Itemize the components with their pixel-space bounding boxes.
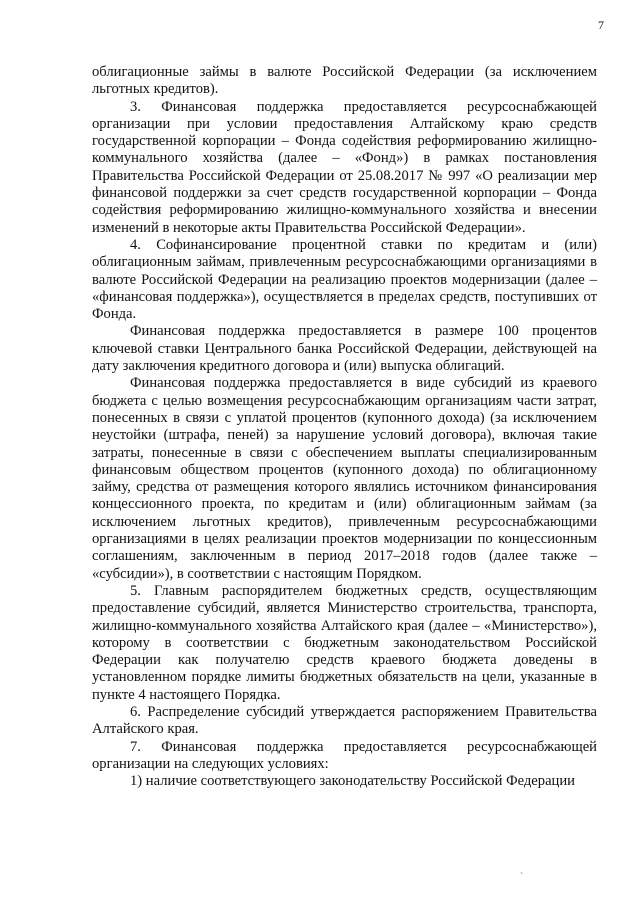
document-body [92,64,597,790]
paragraph-7: 6. Распределение субсидий утверждается распоряжением Правительства Алтайского края. [92,703,597,738]
paragraph-6: 5. Главным распорядителем бюджетных средств, осуществляющим предоставление субсидий, является Министерство строительства, транспорта, жилищно-коммунального хозяйства Алтайского края (далее – «Министерство»), которому в соответствии с бюджетным законодательством Российской Федерации как получателю средств краевого бюджета доведены в установленном порядке лимиты бюджетных обязательств на цели, указанные в пункте 4 настоящего Порядка. [92,582,597,703]
paragraph-1: облигационные займы в валюте Российской Федерации (за исключением льготных кредитов). [92,64,597,98]
paragraph-4: Финансовая поддержка предоставляется в размере 100 процентов ключевой ставки Центрального банка Российской Федерации, действующей на дату заключения кредитного договора и (или) выпуска облигаций. [92,323,597,375]
paragraph-2: 3. Финансовая поддержка предоставляется ресурсоснабжающей организации при условии предоставления Алтайскому краю средств государственной корпорации – Фонда содействия реформированию жилищно-коммунального хозяйства (далее – «Фонд») в рамках постановления Правительства Российской Федерации от 25.08.2017 № 997 «О реализации мер финансовой поддержки за счет средств государственной корпорации – Фонда содействия реформированию жилищно-коммунального хозяйства и внесении изменений в некоторые акты Правительства Российской Федерации». [92,98,597,236]
paragraph-5: Финансовая поддержка предоставляется в виде субсидий из краевого бюджета с целью возмещения ресурсоснабжающим организациям части затрат, понесенных в связи с уплатой процентов (купонного дохода) (за исключением неустойки (штрафа, пеней) за нарушение условий договора), включая такие затраты, понесенные в связи с обеспечением выплаты специализированным финансовым обществом процентов (купонного дохода) по облигационному займу, средства от размещения которого являлись источником финансирования концессионного проекта, по кредитам и (или) облигационным займам (за исключением льготных кредитов), привлеченным ресурсоснабжающими организациями в целях реализации проектов модернизации по концессионным соглашениям, заключенным в период 2017–2018 годов (далее также – «субсидии»), в соответствии с настоящим Порядком. [92,375,597,582]
corner-mark: ˋ [520,872,524,883]
paragraph-3: 4. Софинансирование процентной ставки по кредитам и (или) облигационным займам, привлеченным ресурсоснабжающими организациями в валюте Российской Федерации на реализацию проектов модернизации (далее – «финансовая поддержка»), осуществляется в пределах средств, поступивших от Фонда. [92,236,597,323]
paragraph-8: 7. Финансовая поддержка предоставляется ресурсоснабжающей организации на следующих условиях: [92,738,597,772]
page-number: 7 [598,18,604,32]
paragraph-9: 1) наличие соответствующего законодательству Российской Федерации [130,773,575,790]
